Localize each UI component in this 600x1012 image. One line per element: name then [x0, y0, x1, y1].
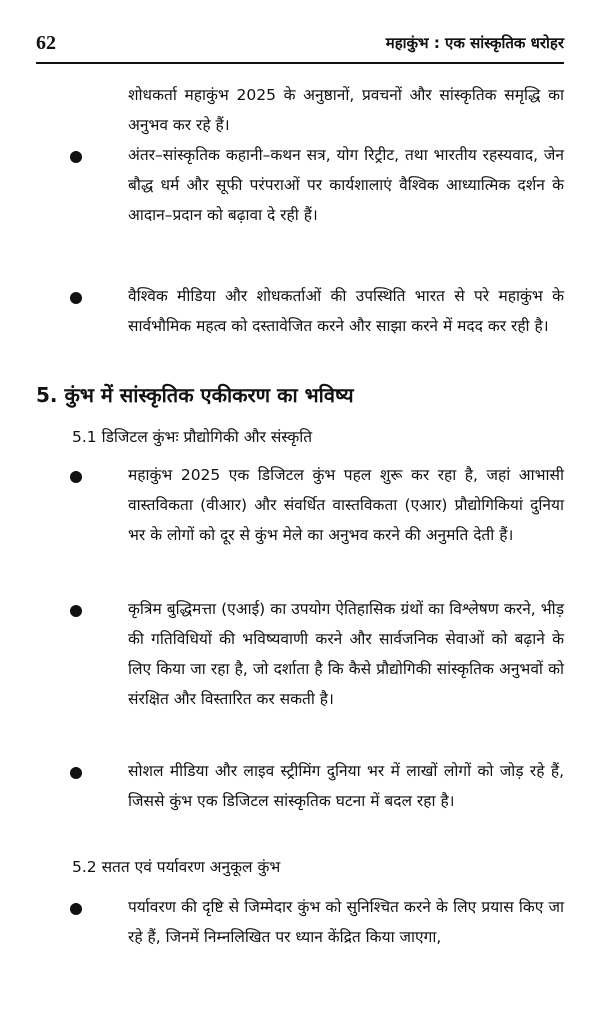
list-item-text: वैश्विक मीडिया और शोधकर्ताओं की उपस्थिति भारत से परे महाकुंभ के सार्वभौमिक महत्व को दस्तावेजित करने और साझा करने में मदद कर रही है।	[128, 287, 564, 335]
bullet-icon	[70, 471, 82, 483]
bullet-icon	[70, 605, 82, 617]
section-heading: 5. कुंभ में सांस्कृतिक एकीकरण का भविष्य	[36, 383, 354, 407]
bullet-icon	[70, 903, 82, 915]
bullet-icon	[70, 292, 82, 304]
list-item-text: अंतर–सांस्कृतिक कहानी–कथन सत्र, योग रिट्रीट, तथा भारतीय रहस्यवाद, जेन बौद्ध धर्म और सूफी परंपराओं पर कार्यशालाएं वैश्विक आध्यात्मिक दर्शन के आदान–प्रदान को बढ़ावा दे रही हैं।	[128, 146, 564, 224]
bullet-icon	[70, 767, 82, 779]
list-item-text: सोशल मीडिया और लाइव स्ट्रीमिंग दुनिया भर में लाखों लोगों को जोड़ रहे हैं, जिससे कुंभ एक डिजिटल सांस्कृतिक घटना में बदल रहा है।	[128, 762, 564, 810]
list-item-text: कृत्रिम बुद्धिमत्ता (एआई) का उपयोग ऐतिहासिक ग्रंथों का विश्लेषण करने, भीड़ की गतिविधियों की भविष्यवाणी करने और सार्वजनिक सेवाओं को बढ़ाने के लिए किया जा रहा है, जो दर्शाता है कि कैसे प्रौद्योगिकी सांस्कृतिक अनुभवों को संरक्षित और विस्तारित कर सकती है।	[128, 600, 564, 708]
list-item-text: महाकुंभ 2025 एक डिजिटल कुंभ पहल शुरू कर रहा है, जहां आभासी वास्तविकता (वीआर) और संवर्धित वास्तविकता (एआर) प्रौद्योगिकियां दुनिया भर के लोगों को दूर से कुंभ मेले का अनुभव करने की अनुमति देती हैं।	[128, 466, 564, 544]
page-number: 62	[36, 32, 56, 54]
subsection-heading: 5.2 सतत एवं पर्यावरण अनुकूल कुंभ	[72, 858, 281, 876]
running-title: महाकुंभ : एक सांस्कृतिक धरोहर	[385, 34, 564, 52]
list-item-text: पर्यावरण की दृष्टि से जिम्मेदार कुंभ को सुनिश्चित करने के लिए प्रयास किए जा रहे हैं, जिनमें निम्नलिखित पर ध्यान केंद्रित किया जाएगा,	[128, 898, 564, 946]
subsection-heading: 5.1 डिजिटल कुंभः प्रौद्योगिकी और संस्कृति	[72, 428, 313, 446]
header-rule	[36, 62, 564, 64]
continuation-paragraph: शोधकर्ता महाकुंभ 2025 के अनुष्ठानों, प्रवचनों और सांस्कृतिक समृद्धि का अनुभव कर रहे हैं।	[128, 86, 564, 134]
page-header	[36, 30, 564, 60]
bullet-icon	[70, 151, 82, 163]
